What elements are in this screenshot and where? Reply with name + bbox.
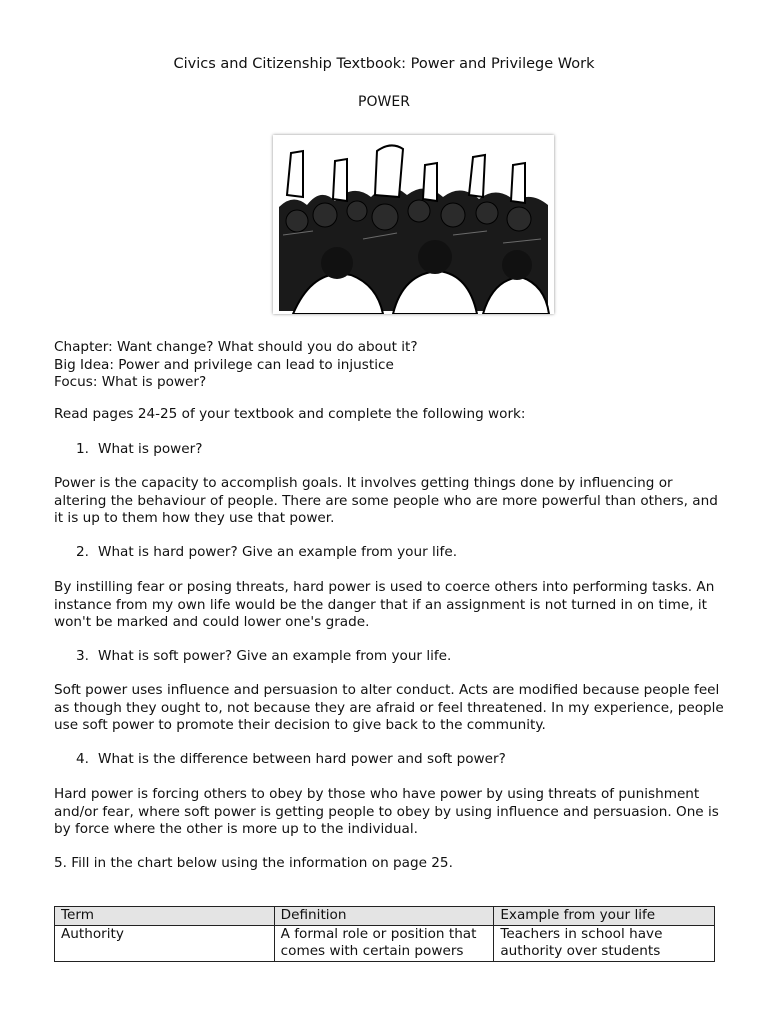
answer-3: Soft power uses influence and persuasion to alter conduct. Acts are modified because people feel as though they ought to, not because they are afraid or feel threatened. In my experience, people use soft power to promote their decision to give back to the community. [54,682,724,733]
document-meta [54,339,726,392]
question-4 [76,751,506,769]
section-heading: POWER [358,94,410,110]
focus-line: Focus: What is power? [54,374,207,390]
question-number: 3. [76,648,89,664]
question-text: What is the difference between hard power and soft power? [98,751,506,767]
answer-1: Power is the capacity to accomplish goals. It involves getting things done by influencing or altering the behaviour of people. There are some people who are more powerful than others, and it is up to them how they use that power. [54,475,718,526]
column-header: Term [55,907,275,926]
answer-2: By instilling fear or posing threats, hard power is used to coerce others into performing tasks. An instance from my own life would be the danger that if an assignment is not turned in on time, it won't be marked and could lower one's grade. [54,579,715,630]
term-cell: Authority [55,925,275,961]
column-header: Example from your life [494,907,715,926]
example-cell: Teachers in school have authority over students [494,925,715,961]
question-text: What is power? [98,441,203,457]
fill-chart-prompt: 5. Fill in the chart below using the information on page 25. [54,855,453,871]
question-1 [76,441,202,459]
question-text: What is soft power? Give an example from your life. [98,648,452,664]
protest-crowd-icon [273,135,554,314]
answer-4: Hard power is forcing others to obey by those who have power by using threats of punishment and/or fear, where soft power is getting people to obey by using influence and persuasion. One is by force where the other is more up to the individual. [54,786,719,837]
instructions: Read pages 24-25 of your textbook and complete the following work: [54,406,526,422]
power-chart-table [54,906,715,962]
question-number: 4. [76,751,89,767]
question-number: 1. [76,441,89,457]
chapter-line: Chapter: Want change? What should you do about it? [54,339,418,355]
document-title: Civics and Citizenship Textbook: Power and Privilege Work [173,56,595,72]
column-header: Definition [274,907,494,926]
question-2 [76,544,457,562]
question-3 [76,648,451,666]
question-text: What is hard power? Give an example from your life. [98,544,458,560]
table-row [55,925,715,961]
big-idea-line: Big Idea: Power and privilege can lead to injustice [54,356,394,373]
table-header-row [55,907,715,926]
definition-cell: A formal role or position that comes with certain powers [274,925,494,961]
question-number: 2. [76,544,89,560]
